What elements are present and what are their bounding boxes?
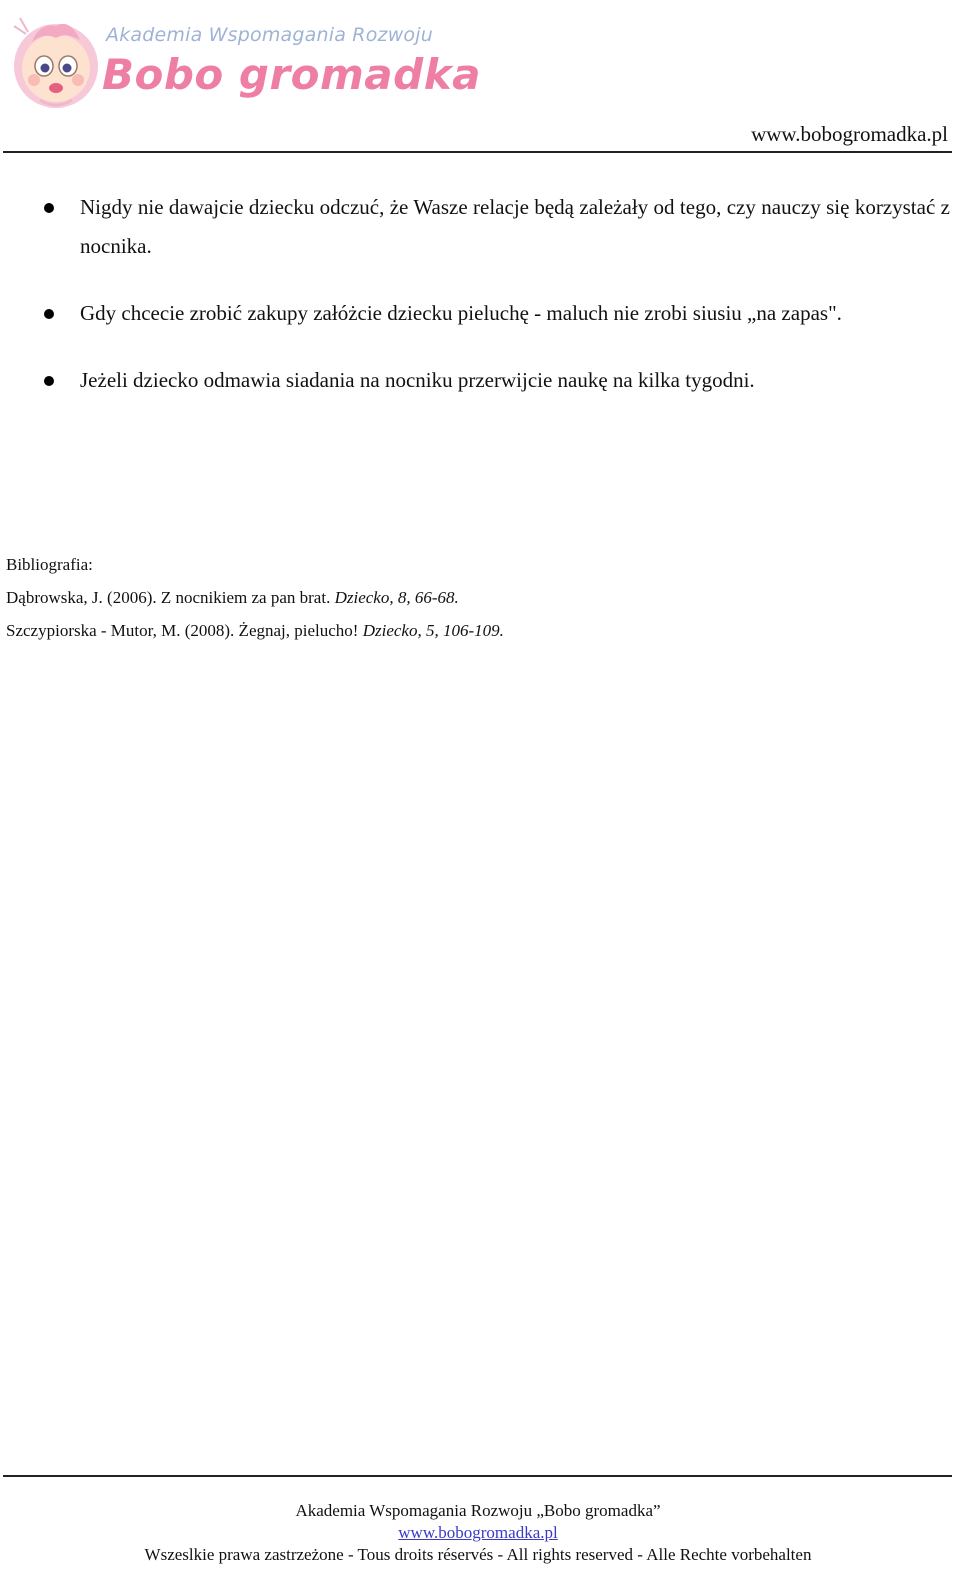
footer-rights: Wszeslkie prawa zastrzeżone - Tous droits réservés - All rights reserved - Alle Rechte vorbehalten [144,1545,812,1564]
bibliography [6,548,504,647]
document-body [0,188,960,640]
list-item [0,294,960,333]
list-item-text: Nigdy nie dawajcie dziecku odczuć, że Wasze relacje będą zależały od tego, czy nauczy się korzystać z nocnika. [80,195,950,258]
bibliography-entry [6,581,504,614]
page-header [0,0,960,154]
list-item [0,188,960,266]
footer-org: Akademia Wspomagania Rozwoju „Bobo gromadka” [295,1501,661,1520]
logo-tagline: Akademia Wspomagania Rozwoju [106,24,433,46]
footer-site-link[interactable]: www.bobogromadka.pl [398,1523,558,1542]
site-logo[interactable] [10,4,481,120]
bullet-icon [44,376,54,386]
baby-face-icon [10,4,106,116]
tips-list [0,188,960,400]
bibliography-heading: Bibliografia: [6,555,93,574]
bibliography-entry-main: Dąbrowska, J. (2006). Z nocnikiem za pan brat. [6,588,335,607]
list-item [0,361,960,400]
header-divider [3,151,952,153]
bullet-icon [44,203,54,213]
bibliography-entry-main: Szczypiorska - Mutor, M. (2008). Żegnaj, pielucho! [6,621,363,640]
footer-divider [3,1475,952,1477]
list-item-text: Jeżeli dziecko odmawia siadania na nocniku przerwijcie naukę na kilka tygodni. [80,368,755,392]
list-item-text: Gdy chcecie zrobić zakupy załóżcie dziecku pieluchę - maluch nie zrobi siusiu „nа zapas". [80,301,842,325]
bibliography-entry-source: Dziecko, 8, 66-68. [334,588,459,607]
page-footer [0,1500,956,1566]
site-url: www.bobogromadka.pl [751,122,948,146]
bibliography-entry-source: Dziecko, 5, 106-109. [362,621,504,640]
bibliography-entry [6,614,504,647]
logo-name: Bobo gromadka [102,50,481,99]
bullet-icon [44,309,54,319]
